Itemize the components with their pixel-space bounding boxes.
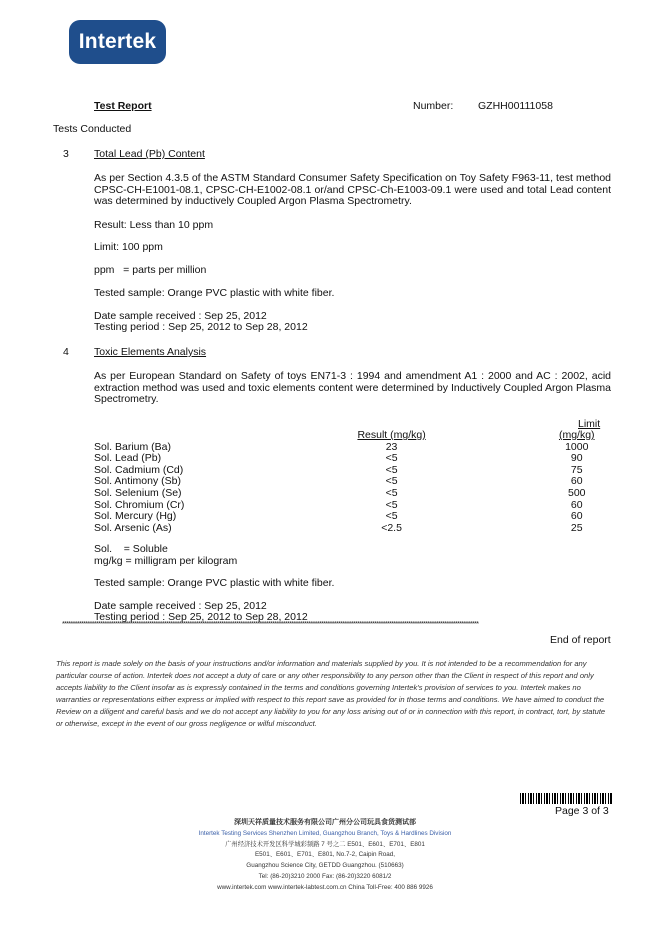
- asterisk-divider: ****************************************************************************************************************************************************************************************************: [62, 621, 479, 628]
- section-3-result: Result: Less than 10 ppm: [94, 219, 214, 231]
- section-4-testing-period: Testing period : Sep 25, 2012 to Sep 28, 2012: [94, 611, 308, 623]
- footer-company-name: Intertek Testing Services Shenzhen Limited, Guangzhou Branch, Toys & Hardlines Division: [198, 829, 452, 837]
- footer-phone: Tel: (86-20)3210 2000 Fax: (86-20)3220 6081/2: [258, 872, 392, 880]
- section-4-date-received: Date sample received : Sep 25, 2012: [94, 600, 267, 612]
- footer: [150, 818, 500, 894]
- table-row: Sol. Arsenic (As) <2.5 25: [94, 521, 583, 534]
- footer-chinese-address: 广州经济技术开发区科学城彩频路 7 号之二 E501、E601、E701、E801: [225, 840, 425, 848]
- footer-address-line-1: E501、E601、E701、E801, No.7-2, Caipin Road,: [254, 851, 396, 859]
- intertek-logo: Intertek: [69, 20, 166, 64]
- table-row: Sol. Lead (Pb) <5 90: [94, 452, 583, 465]
- section-4-title: Toxic Elements Analysis: [94, 346, 207, 358]
- table-row: Sol. Chromium (Cr) <5 60: [94, 498, 583, 511]
- footer-address-line-2: Guangzhou Science City, GETDD Guangzhou. (510663): [246, 862, 404, 870]
- table-row: Sol. Mercury (Hg) <5 60: [94, 510, 583, 523]
- end-of-report: End of report: [550, 634, 611, 646]
- section-3-paragraph: As per Section 4.3.5 of the ASTM Standard Consumer Safety Specification on Toy Safety F963-11, test method CPSC-CH-E1001-08.1, CPSC-CH-E1002-08.1 or/and CPSC-Ch-E1003-09.1 were used and total Lead content was determined by inductively Coupled Argon Plasma Spectrometry.: [94, 172, 611, 207]
- footer-web: www.intertek.com www.intertek-labtest.com.cn China Toll-Free: 400 886 9926: [217, 883, 433, 891]
- section-4-tested-sample: Tested sample: Orange PVC plastic with white fiber.: [94, 577, 335, 589]
- mgkg-note: mg/kg = milligram per kilogram: [94, 555, 238, 567]
- barcode: [520, 793, 612, 804]
- number-label: Number:: [413, 100, 454, 112]
- page-number: Page 3 of 3: [555, 805, 609, 817]
- sol-note: Sol. = Soluble: [94, 543, 168, 555]
- limit-header-top: Limit: [578, 418, 601, 430]
- limit-column-header: (mg/kg): [558, 429, 595, 441]
- tests-conducted-heading: Tests Conducted: [53, 123, 132, 135]
- section-3-number: 3: [63, 148, 69, 160]
- section-3-date-received: Date sample received : Sep 25, 2012: [94, 310, 267, 322]
- table-row: Sol. Antimony (Sb) <5 60: [94, 475, 583, 488]
- section-3-testing-period: Testing period : Sep 25, 2012 to Sep 28, 2012: [94, 321, 308, 333]
- section-3-limit: Limit: 100 ppm: [94, 241, 163, 253]
- report-title: Test Report: [94, 100, 152, 112]
- footer-chinese-company-name: 深圳天祥质量技术服务有限公司广州分公司玩具食货测试部: [234, 819, 416, 826]
- report-number: GZHH00111058: [478, 100, 553, 112]
- table-row: Sol. Barium (Ba) 23 1000: [94, 440, 589, 453]
- table-row: Sol. Selenium (Se) <5 500: [94, 486, 586, 499]
- section-3-tested-sample: Tested sample: Orange PVC plastic with white fiber.: [94, 287, 335, 299]
- table-header-row: [94, 430, 650, 442]
- table-row: Sol. Cadmium (Cd) <5 75: [94, 463, 583, 476]
- disclaimer: This report is made solely on the basis of your instructions and/or information and materials supplied by you. It is not intended to be a recommendation for any particular course of action. Intertek does not accept a duty of care or any other responsibility to any person other than the Client in respect of this report and only accepts liability to the Client insofar as is expressly contained in the terms and conditions governing Intertek's provision of services to you. Intertek makes no warranties or representations either express or implied with respect to this report save as provided for in those terms and conditions. We have aimed to conduct the Review on a diligent and careful basis and we do not accept any liability to you for any loss arising out of or in connection with this report, in contract, tort, by statute or otherwise, except in the event of our gross negligence or wilful misconduct.: [56, 659, 606, 729]
- section-4-paragraph: As per European Standard on Safety of toys EN71-3 : 1994 and amendment A1 : 2000 and AC : 2002, acid extraction method was used and toxic elements content were determined by Inductively Coupled Argon Plasma Spectrometry.: [94, 370, 611, 405]
- section-3-ppm-note: ppm = parts per million: [94, 264, 207, 276]
- section-3-title: Total Lead (Pb) Content: [94, 148, 205, 160]
- result-column-header: Result (mg/kg): [357, 429, 426, 441]
- toxic-elements-table: [94, 430, 650, 534]
- section-4-number: 4: [63, 346, 69, 358]
